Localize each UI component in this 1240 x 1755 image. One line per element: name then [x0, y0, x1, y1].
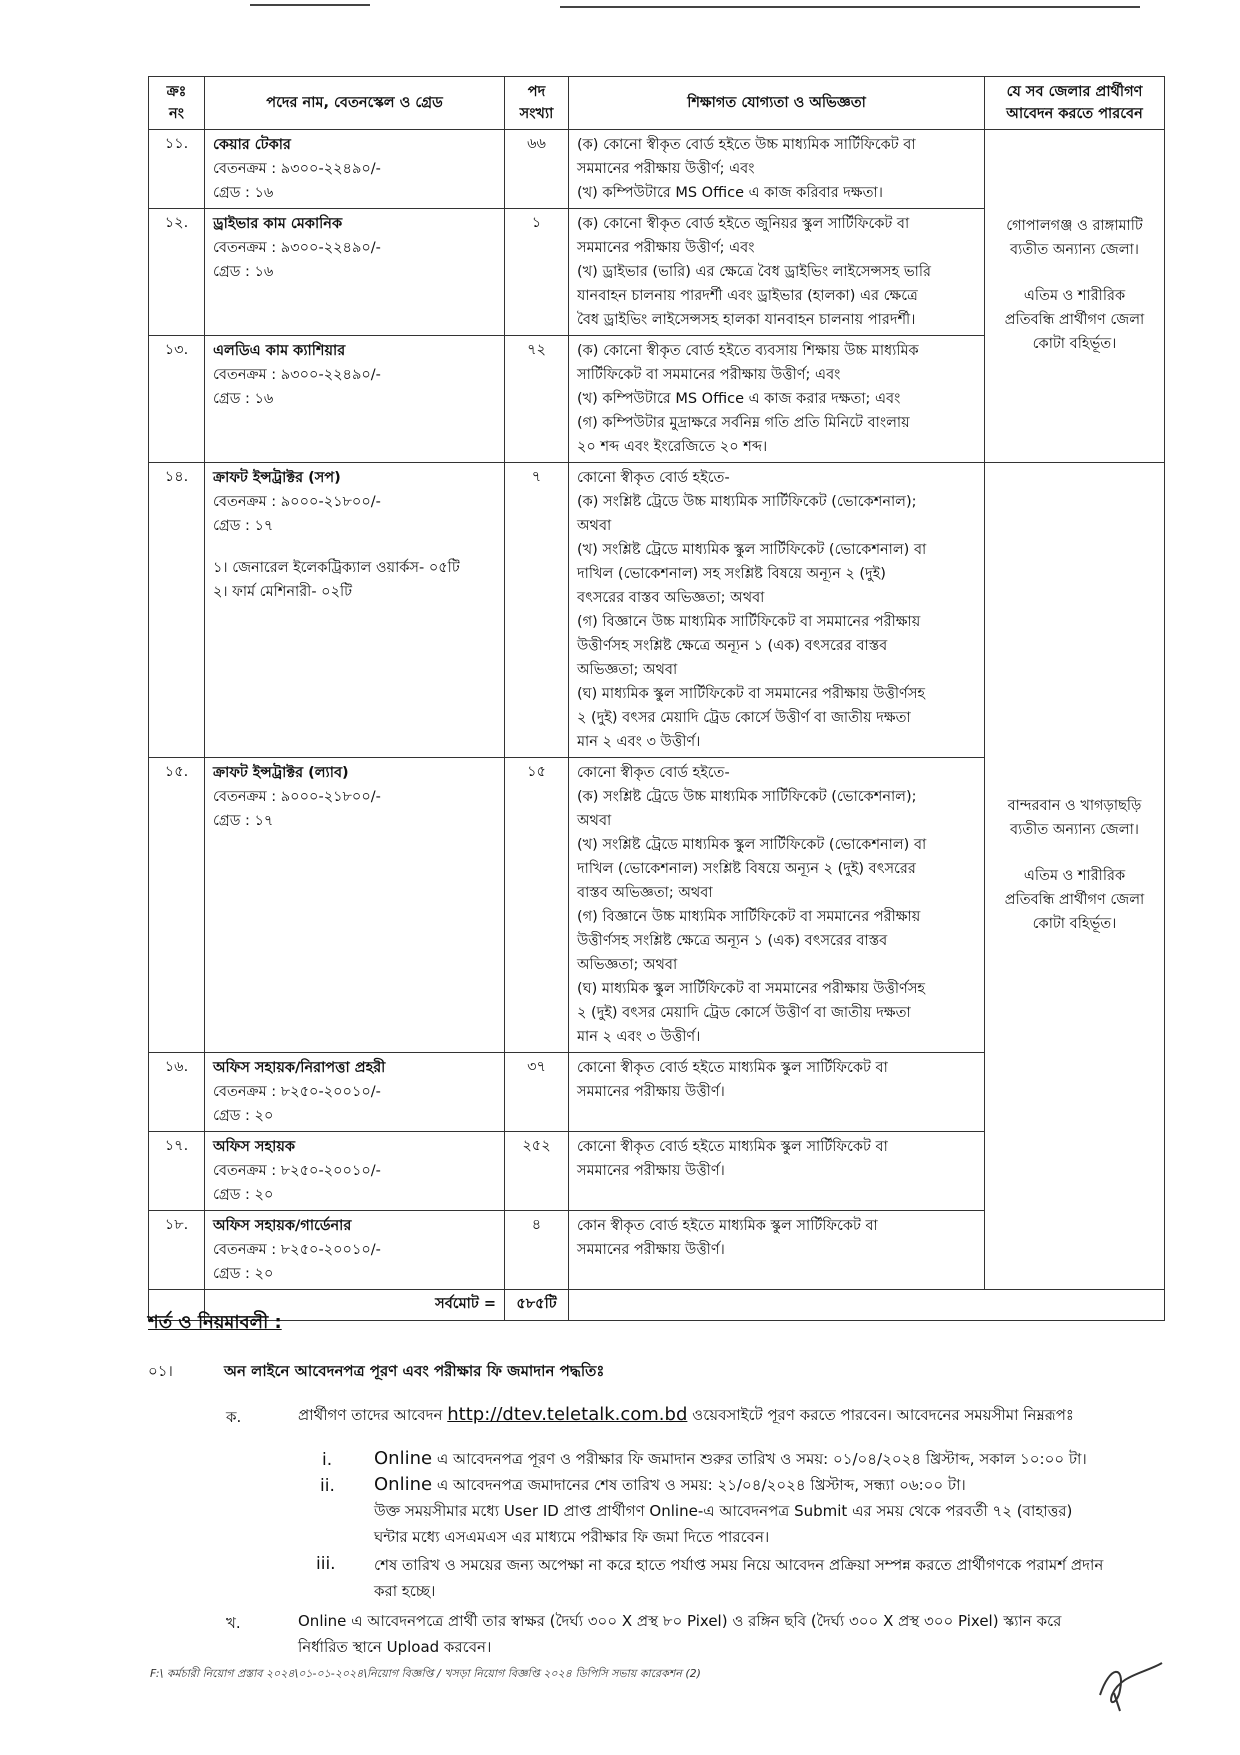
qualification-line: (গ) কম্পিউটার মুদ্রাক্ষরে সর্বনিম্ন গতি প্রতি মিনিটে বাংলায়: [577, 415, 910, 431]
cell-post: [205, 130, 505, 209]
qualification-line: বৈধ ড্রাইভিং লাইসেন্সসহ হালকা যানবাহন চালনায় পারদর্শী।: [577, 312, 916, 328]
ka-pre-text: প্রার্থীগণ তাদের আবেদন: [298, 1406, 443, 1424]
item-number: ০১।: [148, 1362, 173, 1380]
cell-post: [205, 336, 505, 463]
post-name: অফিস সহায়ক/গার্ডেনার: [213, 1218, 352, 1234]
total-value: ৫৮৫টি: [505, 1290, 569, 1321]
list-item-iii-line2: করা হচ্ছে।: [374, 1582, 436, 1600]
qualification-line: কোনো স্বীকৃত বোর্ড হইতে-: [577, 765, 730, 781]
qualification-line: (ক) কোনো স্বীকৃত বোর্ড হইতে উচ্চ মাধ্যমিক সার্টিফিকেট বা: [577, 137, 916, 153]
district-line: বান্দরবান ও খাগড়াছড়ি: [1007, 798, 1142, 814]
district-line: এতিম ও শারীরিক: [1023, 868, 1126, 884]
qualification-line: কোনো স্বীকৃত বোর্ড হইতে মাধ্যমিক স্কুল সার্টিফিকেট বা: [577, 1139, 888, 1155]
qualification-line: ২০ শব্দ এবং ইংরেজিতে ২০ শব্দ।: [577, 439, 768, 455]
district-line: প্রতিবন্ধি প্রার্থীগণ জেলা: [1004, 892, 1145, 908]
table-header-row: [149, 77, 1165, 130]
cell-count: ৭: [505, 463, 569, 758]
grade: গ্রেড : ১৬: [213, 185, 274, 201]
website-link[interactable]: http://dtev.teletalk.com.bd: [447, 1404, 688, 1425]
header-post: পদের নাম, বেতনস্কেল ও গ্রেড: [205, 77, 505, 130]
cell-sl: ১১.: [149, 130, 205, 209]
sub-item-kha-line1: Online এ আবেদনপত্রে প্রার্থী তার স্বাক্ষর (দৈর্ঘ্য ৩০০ X প্রস্থ ৮০ Pixel) ও রঙ্গিন ছবি (দৈর্ঘ্য ৩০০ X প্রস্থ ৩০০ Pixel) স্ক্যান করে: [298, 1612, 1062, 1630]
sub-item-label: ক.: [226, 1408, 242, 1426]
post-name: ক্রাফট ইন্সট্রাক্টর (সপ): [213, 470, 341, 486]
post-name: অফিস সহায়ক: [213, 1139, 296, 1155]
qualification-line: (খ) সংশ্লিষ্ট ট্রেডে মাধ্যমিক স্কুল সার্টিফিকেট (ভোকেশনাল) বা: [577, 837, 927, 853]
cell-post: [205, 1132, 505, 1211]
cell-qualification: [569, 1211, 985, 1290]
grade: গ্রেড : ১৬: [213, 264, 274, 280]
trade-item: ২। ফার্ম মেশিনারী- ০২টি: [213, 584, 353, 600]
district-line: ব্যতীত অন্যান্য জেলা।: [1010, 822, 1139, 838]
post-name: এলডিএ কাম ক্যাশিয়ার: [213, 343, 346, 359]
header-district: যে সব জেলার প্রার্থীগণ আবেদন করতে পারবেন: [985, 77, 1165, 130]
qualification-line: (গ) বিজ্ঞানে উচ্চ মাধ্যমিক সার্টিফিকেট বা সমমানের পরীক্ষায়: [577, 614, 921, 630]
qualification-line: ২ (দুই) বৎসর মেয়াদি ট্রেড কোর্সে উত্তীর্ণ বা জাতীয় দক্ষতা: [577, 1005, 911, 1021]
list-item-text: এ আবেদনপত্র জমাদানের শেষ তারিখ ও সময়: ২১/০৪/২০২৪ খ্রিস্টাব্দ, সন্ধ্যা ০৬:০০ টা।: [436, 1476, 966, 1494]
pay-scale: বেতনক্রম : ৯৩০০-২২৪৯০/-: [213, 161, 381, 177]
qualification-line: কোনো স্বীকৃত বোর্ড হইতে-: [577, 470, 730, 486]
item-title: অন লাইনে আবেদনপত্র পূরণ এবং পরীক্ষার ফি জমাদান পদ্ধতিঃ: [224, 1362, 605, 1380]
district-line: কোটা বহির্ভূত।: [1032, 916, 1117, 932]
qualification-line: (গ) বিজ্ঞানে উচ্চ মাধ্যমিক সার্টিফিকেট বা সমমানের পরীক্ষায়: [577, 909, 921, 925]
qualification-line: সমমানের পরীক্ষায় উত্তীর্ণ।: [577, 1084, 725, 1100]
table-row: [149, 463, 1165, 758]
district-line: কোটা বহির্ভূত।: [1032, 336, 1117, 352]
qualification-line: কোন স্বীকৃত বোর্ড হইতে মাধ্যমিক স্কুল সার্টিফিকেট বা: [577, 1218, 878, 1234]
ka-post-text: ওয়েবসাইটে পূরণ করতে পারবেন। আবেদনের সময়সীমা নিম্নরূপঃ: [692, 1406, 1074, 1424]
online-text: Online: [374, 1448, 433, 1469]
cell-district: [985, 130, 1165, 463]
qualification-line: (ঘ) মাধ্যমিক স্কুল সার্টিফিকেট বা সমমানের পরীক্ষায় উত্তীর্ণসহ: [577, 981, 926, 997]
grade: গ্রেড : ২০: [213, 1187, 274, 1203]
qualification-line: দাখিল (ভোকেশনাল) সহ সংশ্লিষ্ট বিষয়ে অন্যূন ২ (দুই): [577, 566, 886, 582]
qualification-line: সমমানের পরীক্ষায় উত্তীর্ণ।: [577, 1163, 725, 1179]
list-item-iii-line1: শেষ তারিখ ও সময়ের জন্য অপেক্ষা না করে হাতে পর্যাপ্ত সময় নিয়ে আবেদন প্রক্রিয়া সম্পন্ন করতে প্রার্থীগণকে পরামর্শ প্রদান: [374, 1556, 1104, 1574]
cell-post: [205, 209, 505, 336]
grade: গ্রেড : ২০: [213, 1108, 274, 1124]
qualification-line: উত্তীর্ণসহ সংশ্লিষ্ট ক্ষেত্রে অন্যূন ১ (এক) বৎসরের বাস্তব: [577, 638, 888, 654]
pay-scale: বেতনক্রম : ৮২৫০-২০০১০/-: [213, 1163, 381, 1179]
header-sl: ক্রঃ নং: [149, 77, 205, 130]
header-qualification: শিক্ষাগত যোগ্যতা ও অভিজ্ঞতা: [569, 77, 985, 130]
online-text: Online: [374, 1474, 433, 1495]
grade: গ্রেড : ১৭: [213, 518, 274, 534]
cell-count: ৪: [505, 1211, 569, 1290]
grade: গ্রেড : ১৭: [213, 813, 274, 829]
qualification-line: অথবা: [577, 518, 612, 534]
cell-qualification: [569, 1053, 985, 1132]
post-name: ক্রাফট ইন্সট্রাক্টর (ল্যাব): [213, 765, 349, 781]
table-row: [149, 130, 1165, 209]
qualification-line: (খ) কম্পিউটারে MS Office এ কাজ করিবার দক্ষতা।: [577, 185, 883, 201]
cell-sl: ১৬.: [149, 1053, 205, 1132]
district-line: এতিম ও শারীরিক: [1023, 288, 1126, 304]
empty-cell: [569, 1290, 1165, 1321]
cell-sl: ১৭.: [149, 1132, 205, 1211]
posts-table: [148, 76, 1165, 1321]
pay-scale: বেতনক্রম : ৮২৫০-২০০১০/-: [213, 1242, 381, 1258]
qualification-line: মান ২ এবং ৩ উত্তীর্ণ।: [577, 734, 701, 750]
pay-scale: বেতনক্রম : ৯৩০০-২২৪৯০/-: [213, 240, 381, 256]
district-line: প্রতিবন্ধি প্রার্থীগণ জেলা: [1004, 312, 1145, 328]
pay-scale: বেতনক্রম : ৯০০০-২১৮০০/-: [213, 789, 381, 805]
sub-item-ka: [298, 1404, 1074, 1429]
cell-qualification: [569, 336, 985, 463]
cell-qualification: [569, 758, 985, 1053]
qualification-line: দাখিল (ভোকেশনাল) সংশ্লিষ্ট বিষয়ে অন্যূন ২ (দুই) বৎসরের: [577, 861, 916, 877]
cell-post: [205, 463, 505, 758]
qualification-line: অভিজ্ঞতা; অথবা: [577, 957, 678, 973]
trade-item: ১। জেনারেল ইলেকট্রিক্যাল ওয়ার্কস- ০৫টি: [213, 560, 460, 576]
cell-sl: ১৪.: [149, 463, 205, 758]
post-name: কেয়ার টেকার: [213, 137, 291, 153]
qualification-line: (ক) কোনো স্বীকৃত বোর্ড হইতে ব্যবসায় শিক্ষায় উচ্চ মাধ্যমিক: [577, 343, 919, 359]
qualification-line: সমমানের পরীক্ষায় উত্তীর্ণ।: [577, 1242, 725, 1258]
post-name: ড্রাইভার কাম মেকানিক: [213, 216, 343, 232]
qualification-line: মান ২ এবং ৩ উত্তীর্ণ।: [577, 1029, 701, 1045]
cell-sl: ১৫.: [149, 758, 205, 1053]
qualification-line: সমমানের পরীক্ষায় উত্তীর্ণ; এবং: [577, 240, 755, 256]
cell-sl: ১২.: [149, 209, 205, 336]
cell-district: [985, 463, 1165, 1290]
qualification-line: ২ (দুই) বৎসর মেয়াদি ট্রেড কোর্সে উত্তীর্ণ বা জাতীয় দক্ষতা: [577, 710, 911, 726]
qualification-line: বাস্তব অভিজ্ঞতা; অথবা: [577, 885, 713, 901]
list-item-ii-line3: ঘন্টার মধ্যে এসএমএস এর মাধ্যমে পরীক্ষার ফি জমা দিতে পারবেন।: [374, 1528, 770, 1546]
cell-count: ২৫২: [505, 1132, 569, 1211]
list-label: iii.: [316, 1554, 336, 1574]
file-path-footer: F:\ কর্মচারী নিয়োগ প্রস্তাব ২০২৪\০১-০১-২০২৪\নিয়োগ বিজ্ঞপ্তি / খসড়া নিয়োগ বিজ্ঞপ্তি ২০২৪ ডিপিসি সভায় কারেকশন (2): [150, 1667, 701, 1680]
cell-count: ৭২: [505, 336, 569, 463]
cell-count: ১৫: [505, 758, 569, 1053]
qualification-line: সার্টিফিকেট বা সমমানের পরীক্ষায় উত্তীর্ণ; এবং: [577, 367, 841, 383]
cell-count: ৬৬: [505, 130, 569, 209]
cell-post: [205, 1053, 505, 1132]
cell-sl: ১৮.: [149, 1211, 205, 1290]
qualification-line: সমমানের পরীক্ষায় উত্তীর্ণ; এবং: [577, 161, 755, 177]
cell-qualification: [569, 463, 985, 758]
list-item-ii: [374, 1474, 966, 1499]
total-row: [149, 1290, 1165, 1321]
cell-qualification: [569, 130, 985, 209]
cell-sl: ১৩.: [149, 336, 205, 463]
qualification-line: (ক) সংশ্লিষ্ট ট্রেডে উচ্চ মাধ্যমিক সার্টিফিকেট (ভোকেশনাল);: [577, 789, 917, 805]
qualification-line: (খ) সংশ্লিষ্ট ট্রেডে মাধ্যমিক স্কুল সার্টিফিকেট (ভোকেশনাল) বা: [577, 542, 927, 558]
qualification-line: (খ) ড্রাইভার (ভারি) এর ক্ষেত্রে বৈধ ড্রাইভিং লাইসেন্সসহ ভারি: [577, 264, 931, 280]
sub-item-kha-line2: নির্ধারিত স্থানে Upload করবেন।: [298, 1638, 492, 1656]
signature-mark: [1090, 1655, 1170, 1715]
qualification-line: অথবা: [577, 813, 612, 829]
qualification-line: যানবাহন চালনায় পারদর্শী এবং ড্রাইভার (হালকা) এর ক্ষেত্রে: [577, 288, 918, 304]
scan-edge-line: [250, 4, 370, 6]
cell-count: ৩৭: [505, 1053, 569, 1132]
cell-post: [205, 758, 505, 1053]
scan-edge-line: [560, 6, 1140, 8]
cell-qualification: [569, 1132, 985, 1211]
qualification-line: (ক) সংশ্লিষ্ট ট্রেডে উচ্চ মাধ্যমিক সার্টিফিকেট (ভোকেশনাল);: [577, 494, 917, 510]
post-name: অফিস সহায়ক/নিরাপত্তা প্রহরী: [213, 1060, 386, 1076]
qualification-line: উত্তীর্ণসহ সংশ্লিষ্ট ক্ষেত্রে অন্যূন ১ (এক) বৎসরের বাস্তব: [577, 933, 888, 949]
sub-item-label: খ.: [226, 1614, 241, 1632]
cell-count: ১: [505, 209, 569, 336]
qualification-line: (ঘ) মাধ্যমিক স্কুল সার্টিফিকেট বা সমমানের পরীক্ষায় উত্তীর্ণসহ: [577, 686, 926, 702]
pay-scale: বেতনক্রম : ৯০০০-২১৮০০/-: [213, 494, 381, 510]
list-label: i.: [322, 1450, 333, 1470]
qualification-line: (ক) কোনো স্বীকৃত বোর্ড হইতে জুনিয়র স্কুল সার্টিফিকেট বা: [577, 216, 910, 232]
list-item-text: এ আবেদনপত্র পূরণ ও পরীক্ষার ফি জমাদান শুরুর তারিখ ও সময়: ০১/০৪/২০২৪ খ্রিস্টাব্দ, সকাল ১০:০০ টা।: [436, 1450, 1087, 1468]
grade: গ্রেড : ১৬: [213, 391, 274, 407]
qualification-line: (খ) কম্পিউটারে MS Office এ কাজ করার দক্ষতা; এবং: [577, 391, 901, 407]
list-item-ii-line2: উক্ত সময়সীমার মধ্যে User ID প্রাপ্ত প্রার্থীগণ Online-এ আবেদনপত্র Submit এর সময় থেকে পরবর্তী ৭২ (বাহাত্তর): [374, 1502, 1073, 1520]
qualification-line: কোনো স্বীকৃত বোর্ড হইতে মাধ্যমিক স্কুল সার্টিফিকেট বা: [577, 1060, 888, 1076]
header-count: পদ সংখ্যা: [505, 77, 569, 130]
list-item-i: [374, 1448, 1087, 1473]
qualification-line: বৎসরের বাস্তব অভিজ্ঞতা; অথবা: [577, 590, 765, 606]
pay-scale: বেতনক্রম : ৯৩০০-২২৪৯০/-: [213, 367, 381, 383]
rules-title: শর্ত ও নিয়মাবলী :: [148, 1312, 282, 1333]
list-label: ii.: [320, 1476, 335, 1496]
district-line: গোপালগঞ্জ ও রাঙ্গামাটি: [1006, 218, 1143, 234]
district-line: ব্যতীত অন্যান্য জেলা।: [1010, 242, 1139, 258]
cell-qualification: [569, 209, 985, 336]
total-label: সর্বমোট =: [205, 1290, 505, 1321]
qualification-line: অভিজ্ঞতা; অথবা: [577, 662, 678, 678]
cell-post: [205, 1211, 505, 1290]
pay-scale: বেতনক্রম : ৮২৫০-২০০১০/-: [213, 1084, 381, 1100]
grade: গ্রেড : ২০: [213, 1266, 274, 1282]
